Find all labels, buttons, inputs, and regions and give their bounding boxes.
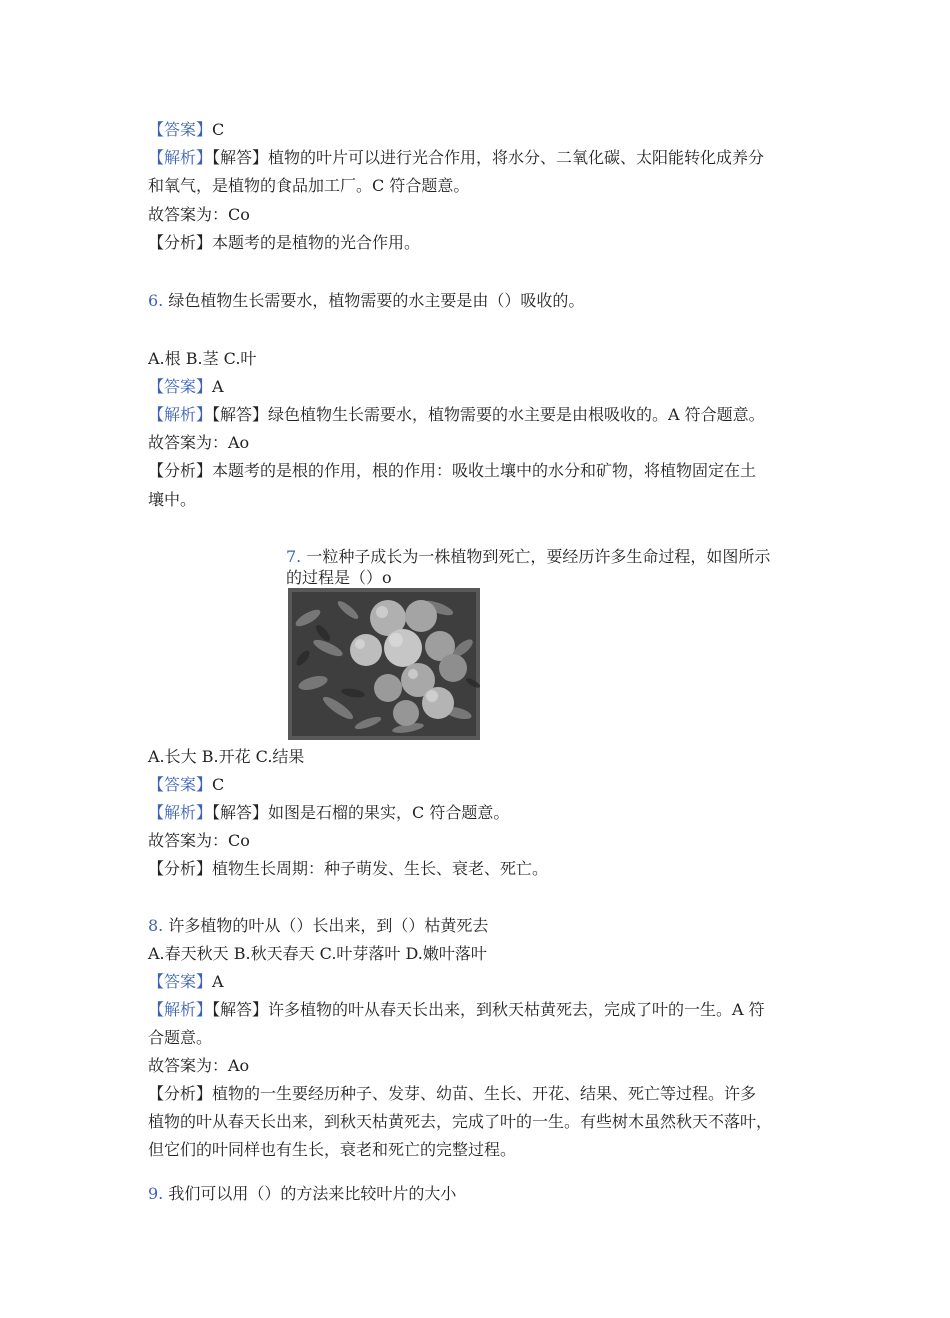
question-text: 许多植物的叶从（）长出来，到（）枯黄死去: [163, 916, 489, 935]
q5-analysis-line1: [148, 147, 764, 169]
q7-question-line2: 的过程是（）o: [286, 568, 392, 587]
analysis-text: 【解答】植物的叶片可以进行光合作用，将水分、二氧化碳、太阳能转化成养分: [212, 148, 765, 167]
q7-answer: [148, 774, 224, 796]
question-number: 6.: [148, 291, 164, 310]
q7-note: 【分析】植物生长周期：种子萌发、生长、衰老、死亡。: [148, 859, 549, 878]
answer-value: C: [212, 775, 225, 794]
q5-answer: [148, 119, 224, 141]
analysis-text: 【解答】绿色植物生长需要水，植物需要的水主要是由根吸收的。A 符合题意。: [212, 405, 765, 424]
pomegranate-photo: [288, 588, 480, 740]
question-text: 绿色植物生长需要水，植物需要的水主要是由（）吸收的。: [163, 291, 585, 310]
answer-tag: 【答案】: [148, 120, 213, 139]
question-number: 8.: [148, 916, 164, 935]
answer-tag: 【答案】: [148, 972, 213, 991]
q8-note-line1: 【分析】植物的一生要经历种子、发芽、幼苗、生长、开花、结果、死亡等过程。许多: [148, 1084, 757, 1103]
q8-question: [148, 915, 488, 937]
q8-analysis-line1: [148, 999, 765, 1021]
q8-note-line2: 植物的叶从春天长出来，到秋天枯黄死去，完成了叶的一生。有些树木虽然秋天不落叶，: [148, 1112, 773, 1131]
question-number: 9.: [148, 1184, 164, 1203]
q5-final-answer: 故答案为：Co: [148, 205, 250, 224]
q9-question: [148, 1183, 456, 1205]
answer-tag: 【答案】: [148, 377, 213, 396]
q8-analysis-line2: 合题意。: [148, 1028, 213, 1047]
q7-final-answer: 故答案为：Co: [148, 831, 250, 850]
answer-value: A: [212, 972, 224, 991]
q8-note-line3: 但它们的叶同样也有生长，衰老和死亡的完整过程。: [148, 1140, 517, 1159]
q5-note: 【分析】本题考的是植物的光合作用。: [148, 233, 421, 252]
answer-value: C: [212, 120, 225, 139]
q6-question: [148, 290, 584, 312]
q6-note-line1: 【分析】本题考的是根的作用，根的作用：吸收土壤中的水分和矿物，将植物固定在土: [148, 461, 757, 480]
analysis-tag: 【解析】: [148, 405, 213, 424]
analysis-text: 【解答】如图是石榴的果实，C 符合题意。: [212, 803, 510, 822]
analysis-tag: 【解析】: [148, 1000, 213, 1019]
question-text: 我们可以用（）的方法来比较叶片的大小: [163, 1184, 457, 1203]
q6-answer: [148, 376, 224, 398]
analysis-tag: 【解析】: [148, 803, 213, 822]
answer-value: A: [212, 377, 224, 396]
question-text: 一粒种子成长为一株植物到死亡，要经历许多生命过程，如图所示: [301, 547, 771, 566]
q8-answer: [148, 971, 224, 993]
answer-tag: 【答案】: [148, 775, 213, 794]
q7-question-line1: [286, 546, 770, 568]
analysis-tag: 【解析】: [148, 148, 213, 167]
q7-analysis: [148, 802, 509, 824]
q6-options: A.根 B.茎 C.叶: [148, 349, 257, 368]
analysis-text: 【解答】许多植物的叶从春天长出来，到秋天枯黄死去，完成了叶的一生。A 符: [212, 1000, 765, 1019]
question-number: 7.: [286, 547, 302, 566]
q6-note-line2: 壤中。: [148, 490, 197, 509]
q7-options: A.长大 B.开花 C.结果: [148, 747, 305, 766]
q8-final-answer: 故答案为：Ao: [148, 1056, 250, 1075]
q5-analysis-line2: 和氧气，是植物的食品加工厂。C 符合题意。: [148, 176, 470, 195]
q6-analysis: [148, 404, 765, 426]
q6-final-answer: 故答案为：Ao: [148, 433, 250, 452]
q8-options: A.春天秋天 B.秋天春天 C.叶芽落叶 D.嫩叶落叶: [148, 944, 487, 963]
